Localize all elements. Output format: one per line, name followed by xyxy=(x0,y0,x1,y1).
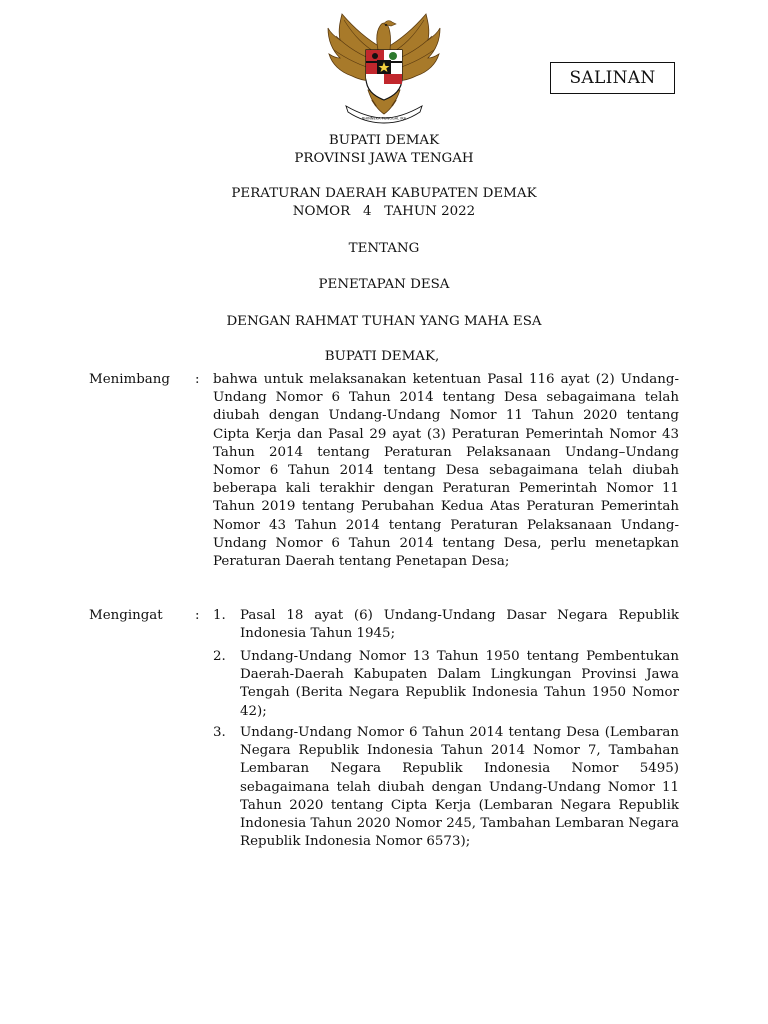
mengingat-label: Mengingat xyxy=(89,608,163,623)
regulation-title: PERATURAN DAERAH KABUPATEN DEMAK xyxy=(231,186,537,201)
item-text: Pasal 18 ayat (6) Undang-Undang Dasar Negara Republik Indonesia Tahun 1945; xyxy=(240,608,679,642)
menimbang-colon: : xyxy=(195,372,200,387)
invocation: DENGAN RAHMAT TUHAN YANG MAHA ESA xyxy=(226,314,542,329)
enactor-heading: BUPATI DEMAK, xyxy=(324,349,440,364)
item-number: 1. xyxy=(213,608,226,623)
salinan-stamp xyxy=(550,62,675,94)
item-number: 2. xyxy=(213,649,226,664)
authority-line2: PROVINSI JAWA TENGAH xyxy=(294,151,474,166)
tentang-heading: TENTANG xyxy=(348,241,420,256)
authority-line1: BUPATI DEMAK xyxy=(328,133,440,148)
item-text: Undang-Undang Nomor 13 Tahun 1950 tentang Pembentukan Daerah-Daerah Kabupaten Dalam Lingkungan Provinsi Jawa Tengah (Berita Negara Republik Indonesia Tahun 1950 Nomor 42); xyxy=(240,649,679,719)
regulation-subject: PENETAPAN DESA xyxy=(318,277,450,292)
item-text: Undang-Undang Nomor 6 Tahun 2014 tentang Desa (Lembaran Negara Republik Indonesia Tahun 2014 Nomor 7, Tambahan Lembaran Negara Republik Indonesia Nomor 5495) sebagaimana telah diubah dengan Undang-Undang Nomor 11 Tahun 2020 tentang Cipta Kerja (Lembaran Negara Republik Indonesia Tahun 2020 Nomor 245, Tambahan Lembaran Negara Republik Indonesia Nomor 6573); xyxy=(240,725,679,850)
emblem-motto: BHINNEKA TUNGGAL IKA xyxy=(361,116,407,121)
menimbang-label: Menimbang xyxy=(89,372,170,387)
item-number: 3. xyxy=(213,725,226,740)
garuda-emblem xyxy=(324,10,444,126)
regulation-number: NOMOR 4 TAHUN 2022 xyxy=(292,204,476,219)
mengingat-colon: : xyxy=(195,608,200,623)
salinan-label: SALINAN xyxy=(569,68,656,88)
menimbang-text: bahwa untuk melaksanakan ketentuan Pasal 116 ayat (2) Undang-Undang Nomor 6 Tahun 2014 tentang Desa sebagaimana telah diubah dengan Undang-Undang Nomor 11 Tahun 2020 tentang Cipta Kerja dan Pasal 29 ayat (3) Peraturan Pemerintah Nomor 43 Tahun 2014 tentang Peraturan Pelaksanaan Undang–Undang Nomor 6 Tahun 2014 tentang Desa sebagaimana telah diubah beberapa kali terakhir dengan Peraturan Pemerintah Nomor 11 Tahun 2019 tentang Perubahan Kedua Atas Peraturan Pemerintah Nomor 43 Tahun 2014 tentang Peraturan Pelaksanaan Undang-Undang Nomor 6 Tahun 2014 tentang Desa, perlu menetapkan Peraturan Daerah tentang Penetapan Desa; xyxy=(213,372,679,570)
